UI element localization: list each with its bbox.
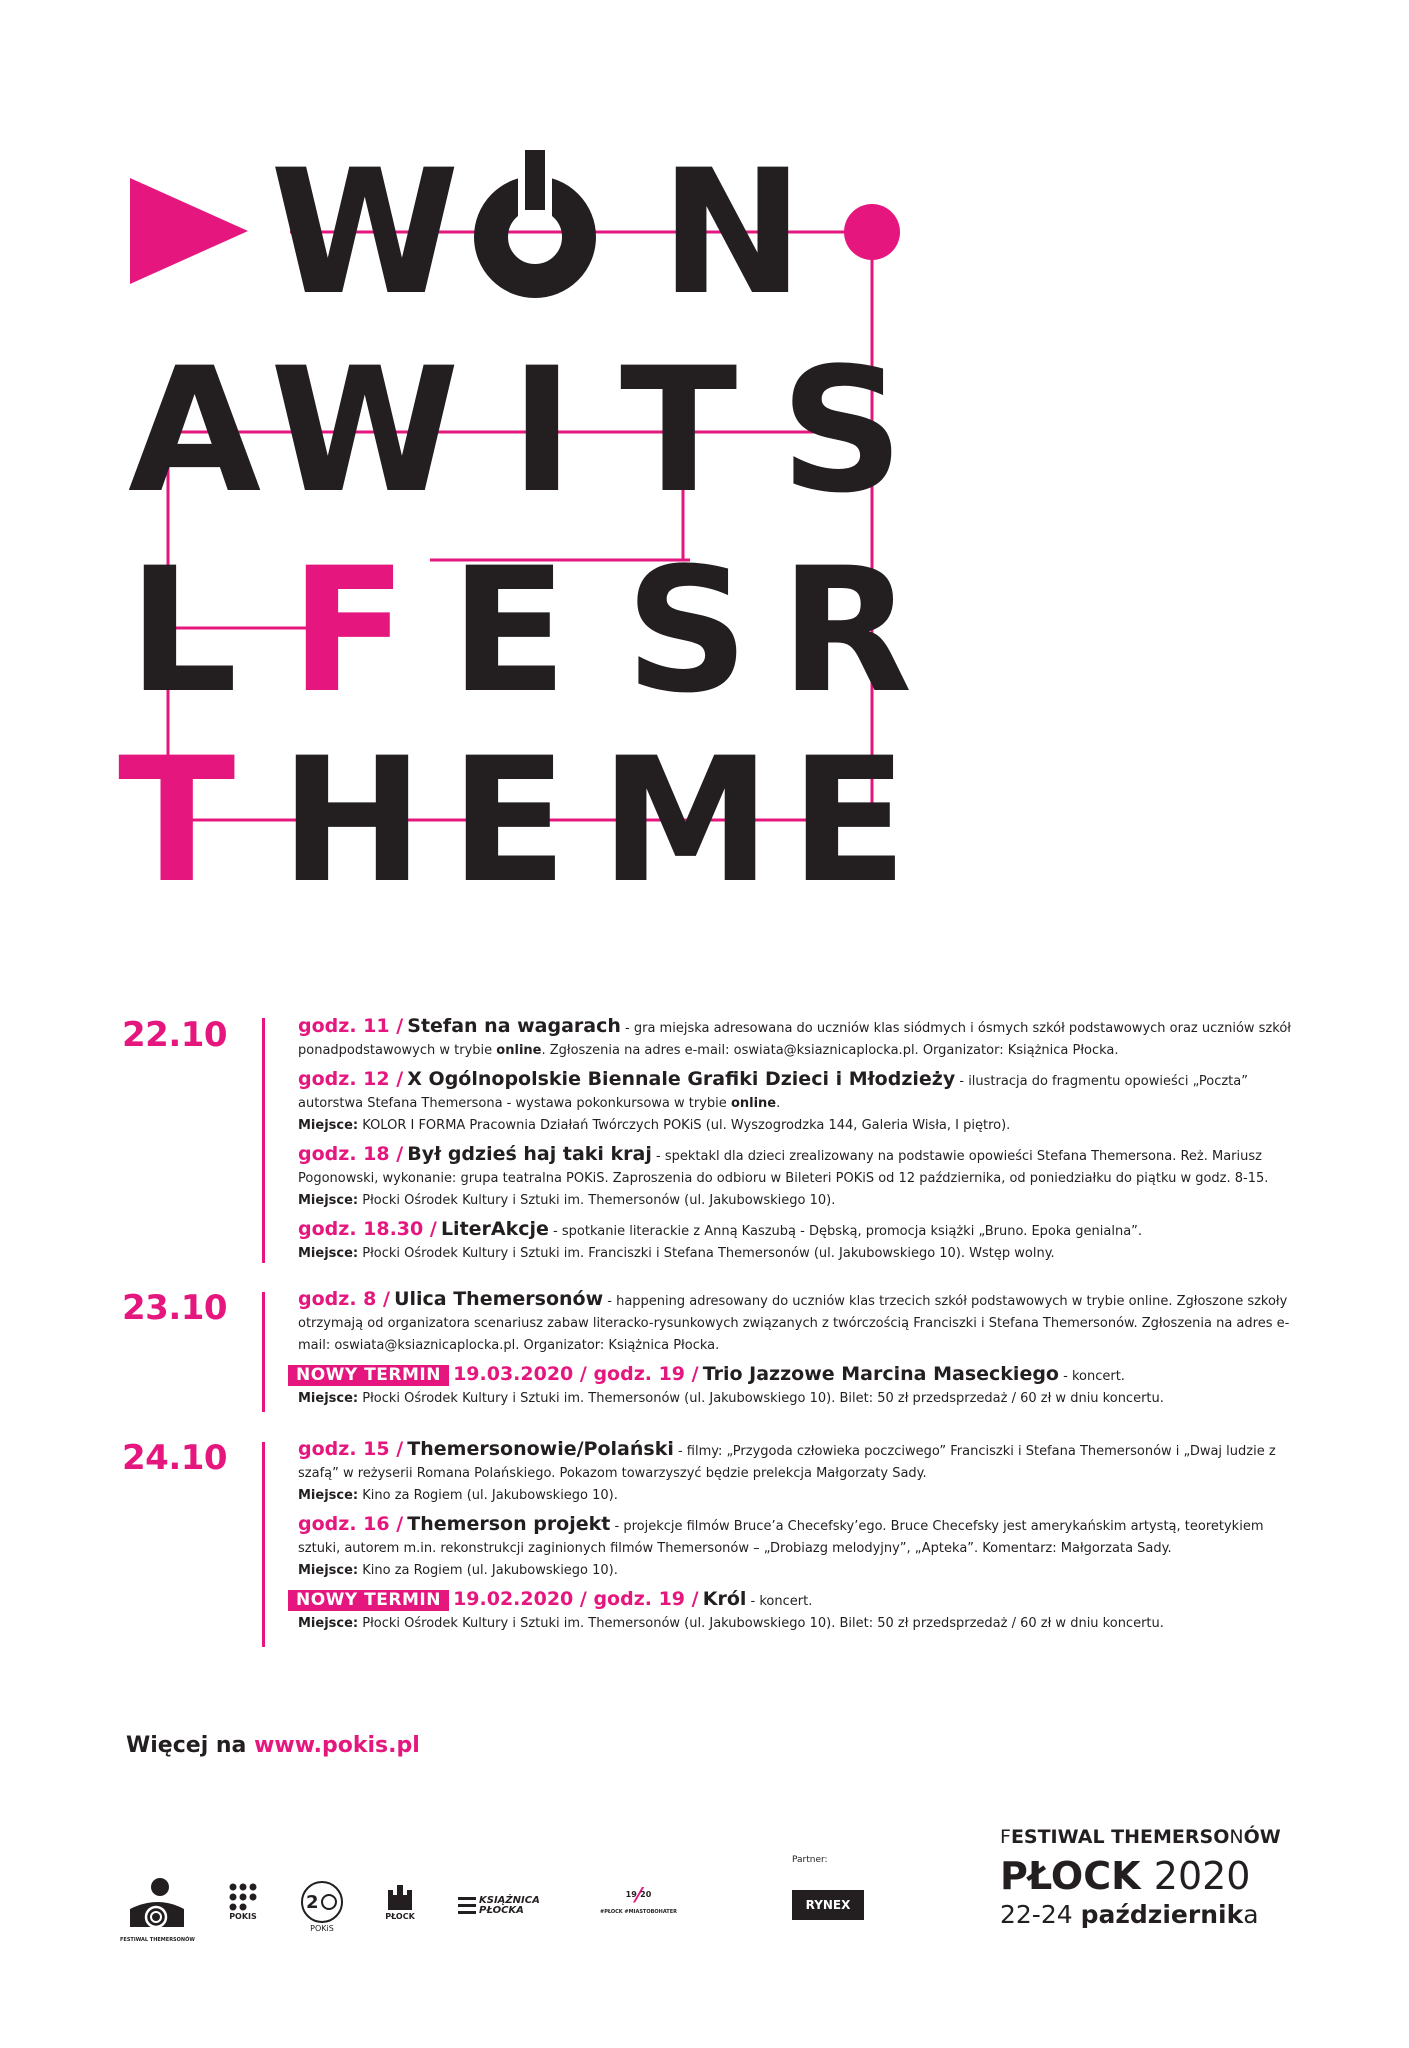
- event-item: [298, 1438, 1298, 1507]
- event-place-label: Miejsce:: [298, 1193, 359, 1208]
- miasto-year-start: 19: [625, 1890, 637, 1899]
- event-time: 19.02.2020 / godz. 19 /: [453, 1588, 699, 1610]
- event-desc: - spotkanie literackie z Anną Kaszubą - Dębską, promocja książki „Bruno. Epoka genialna”.: [548, 1224, 1143, 1239]
- festival-dates-range: 22-24: [1000, 1900, 1081, 1929]
- festival-dates-end: a: [1243, 1900, 1259, 1929]
- day-events: [298, 1288, 1298, 1410]
- event-place: Płocki Ośrodek Kultury i Sztuki im. Themersonów (ul. Jakubowskiego 10).: [358, 1193, 836, 1208]
- festival-name-f: F: [1000, 1826, 1011, 1848]
- event-title: Themerson projekt: [407, 1513, 611, 1535]
- event-desc: - ilustracja do fragmentu opowieści „Poczta” autorstwa Stefana Themersona - wystawa pokonkursowa w trybie: [298, 1074, 1248, 1111]
- letter-w1: W: [270, 132, 460, 333]
- event-title: Był gdzieś haj taki kraj: [407, 1143, 652, 1165]
- event-title: X Ogólnopolskie Biennale Grafiki Dzieci i Młodzieży: [407, 1068, 956, 1090]
- more-label: Więcej na: [126, 1733, 255, 1758]
- letter-s2: S: [780, 330, 904, 531]
- logo-pokis: [228, 1882, 258, 1921]
- event-desc: - gra miejska adresowana do uczniów klas siódmych i ósmych szkół podstawowych oraz uczniów szkół ponadpodstawowych w trybie: [298, 1021, 1291, 1058]
- festiwal-logo-icon: [122, 1875, 192, 1937]
- day-date: 23.10: [122, 1288, 228, 1328]
- event-title: Ulica Themersonów: [394, 1288, 604, 1310]
- event-time: godz. 15 /: [298, 1438, 404, 1460]
- event-place-label: Miejsce:: [298, 1246, 359, 1261]
- day-events: [298, 1438, 1298, 1635]
- ksiaznica-logo-text: KSIĄŻNICA PŁOCKA: [479, 1895, 540, 1916]
- event-time: 19.03.2020 / godz. 19 /: [453, 1363, 699, 1385]
- logo-ksiaznica: [458, 1895, 539, 1917]
- event-item: [298, 1218, 1298, 1265]
- festival-info: [1000, 1826, 1300, 1930]
- new-date-badge: NOWY TERMIN: [288, 1590, 449, 1611]
- letter-n1: N: [660, 132, 804, 333]
- letter-m4: M: [600, 720, 772, 921]
- event-place-label: Miejsce:: [298, 1391, 359, 1406]
- letter-r3: R: [780, 530, 913, 731]
- event-item: [298, 1363, 1298, 1410]
- day-events: [298, 1015, 1298, 1265]
- event-place-label: Miejsce:: [298, 1563, 359, 1578]
- letter-l3: L: [128, 530, 238, 731]
- letter-s3: S: [625, 530, 749, 731]
- event-desc: - spektakl dla dzieci zrealizowany na podstawie opowieści Stefana Themersona. Reż. Mariusz Pogonowski, wykonanie: grupa teatralna POKiS. Zaproszenia do odbioru w Bileteri POKiS od 12 października, od poniedziałku do piątku w godz. 8-15.: [298, 1149, 1269, 1186]
- letter-t4: T: [118, 720, 236, 921]
- logo-miasto-bohater: [600, 1885, 677, 1915]
- event-desc: - koncert.: [1058, 1369, 1125, 1384]
- letter-e4: E: [450, 720, 568, 921]
- plock-castle-icon: [385, 1882, 415, 1912]
- letter-h4: H: [280, 720, 424, 921]
- pink-dot-o: [844, 204, 900, 260]
- festival-year: 2020: [1153, 1854, 1251, 1898]
- logo-rynex: [792, 1890, 864, 1920]
- day-divider: [262, 1292, 265, 1412]
- event-title: Trio Jazzowe Marcina Maseckiego: [702, 1363, 1059, 1385]
- event-desc-bold: online: [496, 1043, 542, 1058]
- event-time: godz. 18 /: [298, 1143, 404, 1165]
- day-date: 22.10: [122, 1015, 228, 1055]
- event-time: godz. 18.30 /: [298, 1218, 437, 1240]
- event-desc: - filmy: „Przygoda człowieka poczciwego” Franciszki i Stefana Themersonów i „Dwaj ludzie z szafą” w reżyserii Romana Polańskiego. Pokazom towarzyszyć będzie prelekcja Małgorzaty Sady.: [298, 1444, 1276, 1481]
- event-place-label: Miejsce:: [298, 1488, 359, 1503]
- day-date: 24.10: [122, 1438, 228, 1478]
- ksiaznica-book-icon: [458, 1895, 476, 1917]
- letter-t2: T: [620, 330, 738, 531]
- event-desc: - happening adresowany do uczniów klas trzecich szkół podstawowych w trybie online. Zgłoszone szkoły otrzymają od organizatora scenariusz zabaw literacko-rysunkowych związanych z twórczością Franciszki i Stefana Themersonów. Zgłoszenia na adres e-mail: oswiata@ksiaznicaplocka.pl. Organizator: Książnica Płocka.: [298, 1294, 1290, 1353]
- festival-name-n: N: [1229, 1826, 1244, 1848]
- festival-city-year: [1000, 1852, 1300, 1900]
- festival-dates: [1000, 1900, 1300, 1930]
- event-place: KOLOR I FORMA Pracownia Działań Twórczych POKiS (ul. Wyszogrodzka 144, Galeria Wisła, I piętro).: [358, 1118, 1011, 1133]
- logo-pokis-20: [300, 1880, 344, 1933]
- event-desc-bold: online: [730, 1096, 777, 1111]
- event-item: [298, 1143, 1298, 1212]
- event-time: godz. 16 /: [298, 1513, 404, 1535]
- pokis-logo-text: POKIS: [229, 1912, 257, 1921]
- letter-e3: E: [450, 530, 568, 731]
- event-place: Płocki Ośrodek Kultury i Sztuki im. Franciszki i Stefana Themersonów (ul. Jakubowskiego 10). Wstęp wolny.: [358, 1246, 1055, 1261]
- pokis-20-icon: [300, 1880, 344, 1924]
- title-letter-grid: [0, 0, 1409, 950]
- logo-plock: [385, 1882, 415, 1921]
- pokis-dots-icon: [228, 1882, 258, 1912]
- event-place: Płocki Ośrodek Kultury i Sztuki im. Themersonów (ul. Jakubowskiego 10). Bilet: 50 zł przedsprzedaż / 60 zł w dniu koncertu.: [358, 1616, 1164, 1631]
- event-desc: . Zgłoszenia na adres e-mail: oswiata@ksiaznicaplocka.pl. Organizator: Książnica Płocka.: [541, 1043, 1119, 1058]
- letter-f3: F: [290, 530, 408, 731]
- event-item: [298, 1588, 1298, 1635]
- festival-city: PŁOCK: [1000, 1854, 1141, 1898]
- event-item: [298, 1513, 1298, 1582]
- letter-a2: A: [128, 330, 262, 531]
- event-place-label: Miejsce:: [298, 1616, 359, 1631]
- letter-e4b: E: [790, 720, 908, 921]
- pokis-website-link[interactable]: www.pokis.pl: [254, 1733, 420, 1758]
- event-desc: - koncert.: [746, 1594, 813, 1609]
- partner-label: Partner:: [792, 1855, 828, 1865]
- event-place: Kino za Rogiem (ul. Jakubowskiego 10).: [358, 1488, 618, 1503]
- miasto-year-end: 20: [640, 1890, 652, 1899]
- rynex-logo-text: RYNEX: [792, 1890, 864, 1920]
- svg-text:2: 2: [306, 1892, 319, 1913]
- event-time: godz. 8 /: [298, 1288, 390, 1310]
- day-divider: [262, 1442, 265, 1647]
- festiwal-logo-text: FESTIWAL THEMERSONÓW: [120, 1937, 195, 1943]
- event-time: godz. 11 /: [298, 1015, 404, 1037]
- event-title: LiterAkcje: [440, 1218, 549, 1240]
- event-place: Płocki Ośrodek Kultury i Sztuki im. Themersonów (ul. Jakubowskiego 10). Bilet: 50 zł przedsprzedaż / 60 zł w dniu koncertu.: [358, 1391, 1164, 1406]
- festival-name-mid: ESTIWAL THEMERSO: [1010, 1826, 1230, 1848]
- miasto-logo-text: #PŁOCK #MIASTOBOHATER: [600, 1909, 677, 1915]
- event-desc: - projekcje filmów Bruce’a Checefsky’ego. Bruce Checefsky jest amerykańskim artystą, teoretykiem sztuki, autorem m.in. rekonstrukcji zaginionych filmów Themersonów – „Drobiazg melodyjny”, „Apteka”. Komentarz: Małgorzata Sady.: [298, 1519, 1264, 1556]
- pokis-20-text: POKiS: [310, 1924, 334, 1933]
- event-place: Kino za Rogiem (ul. Jakubowskiego 10).: [358, 1563, 618, 1578]
- event-item: [298, 1015, 1298, 1062]
- letter-i2: I: [510, 330, 574, 531]
- event-title: Stefan na wagarach: [407, 1015, 621, 1037]
- event-desc: .: [776, 1096, 781, 1111]
- plock-logo-text: PŁOCK: [385, 1912, 415, 1921]
- play-triangle-icon: [130, 178, 248, 284]
- festival-dates-month: październik: [1080, 1900, 1244, 1929]
- logo-festiwal: [120, 1875, 195, 1943]
- letter-w2: W: [270, 330, 460, 531]
- festival-name-end: ÓW: [1243, 1826, 1281, 1848]
- miasto-slash-icon: ⁄: [636, 1883, 641, 1907]
- event-title: Themersonowie/Polański: [407, 1438, 674, 1460]
- day-divider: [262, 1018, 265, 1263]
- power-icon: [491, 146, 579, 281]
- event-item: [298, 1068, 1298, 1137]
- event-item: [298, 1288, 1298, 1357]
- event-time: godz. 12 /: [298, 1068, 404, 1090]
- event-place-label: Miejsce:: [298, 1118, 359, 1133]
- more-info: [126, 1733, 420, 1758]
- new-date-badge: NOWY TERMIN: [288, 1365, 449, 1386]
- event-title: Król: [702, 1588, 747, 1610]
- festival-name: [1000, 1826, 1300, 1848]
- sponsor-logos: [110, 1840, 910, 1960]
